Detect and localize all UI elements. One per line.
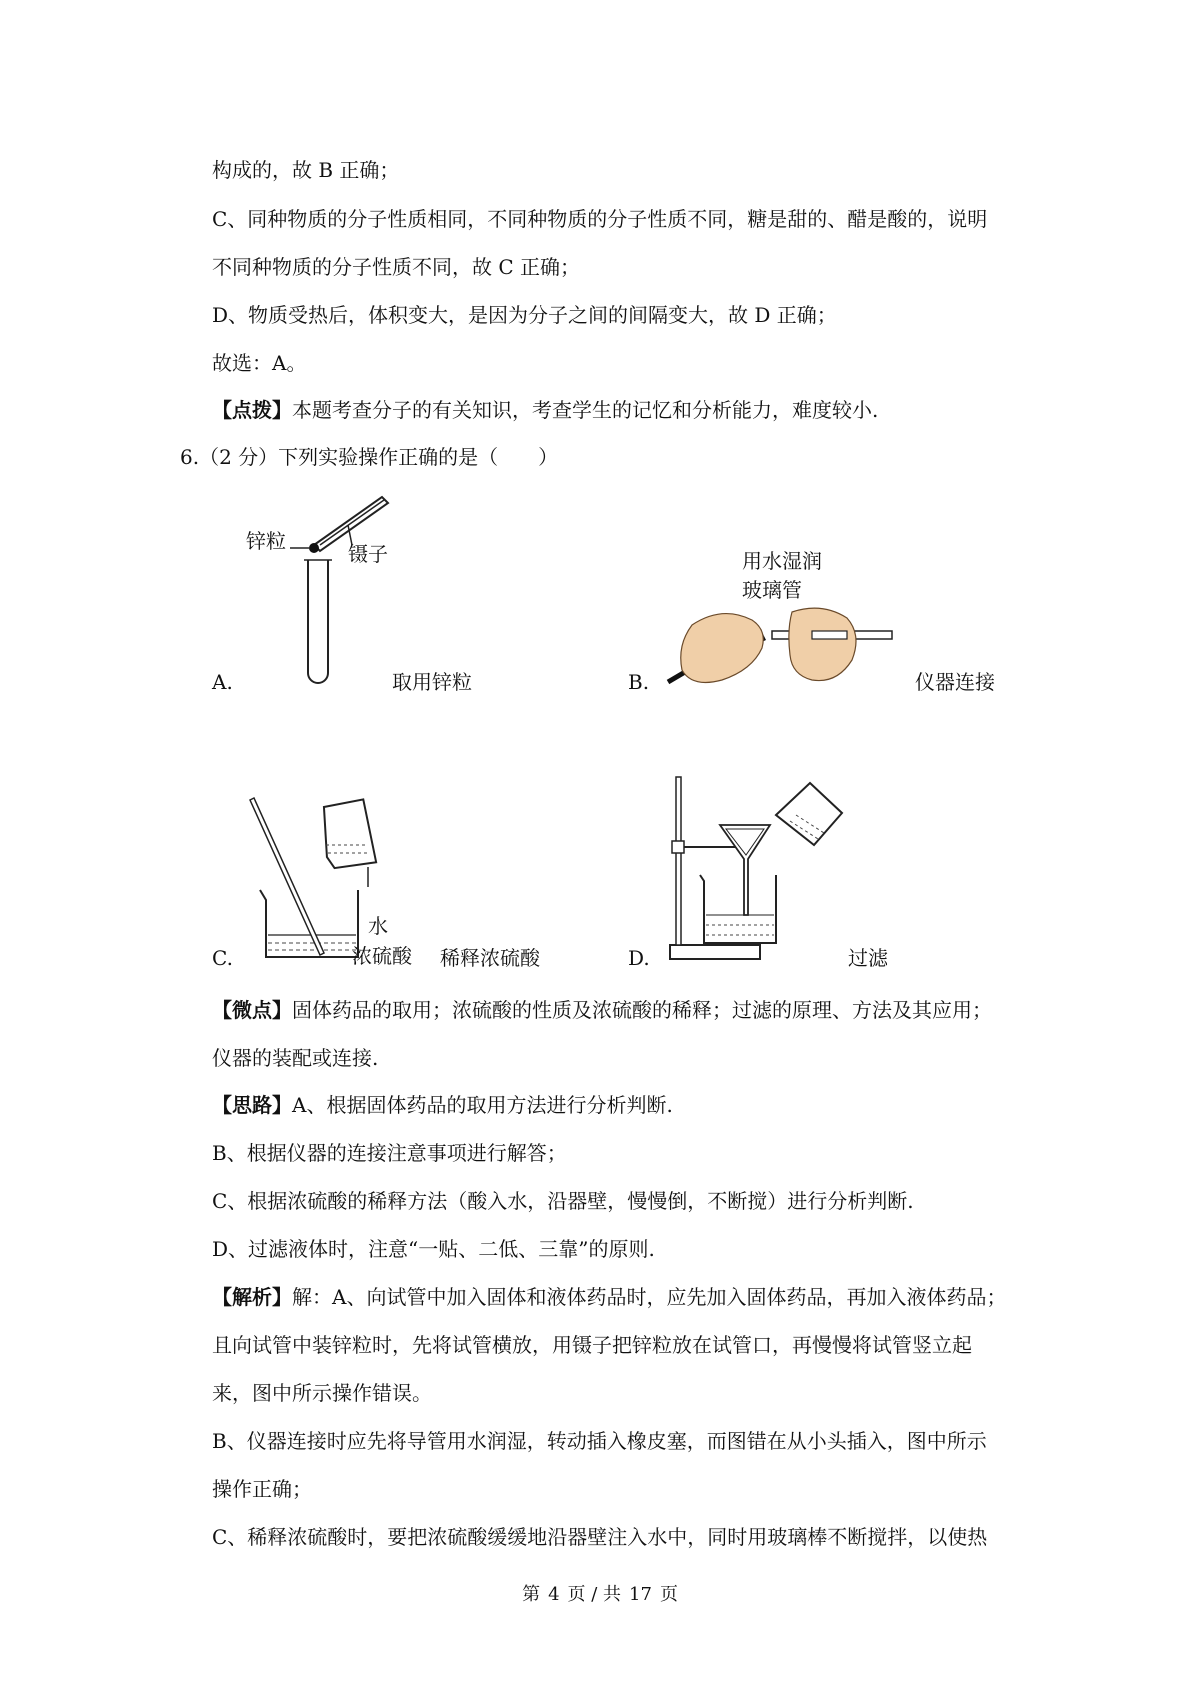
fig-label-zinc: 锌粒	[246, 529, 286, 553]
text-line: 且向试管中装锌粒时，先将试管横放，用镊子把锌粒放在试管口，再慢慢将试管竖立起	[212, 1333, 972, 1357]
stand-rod-icon	[676, 777, 681, 945]
zinc-granule-icon	[309, 543, 319, 553]
jiexi-text: 解：A、向试管中加入固体和液体药品时，应先加入固体药品，再加入液体药品；	[292, 1285, 1007, 1309]
text-line: 构成的，故 B 正确；	[212, 158, 400, 182]
tag-weidian: 【微点】	[212, 998, 292, 1022]
text-line: B、仪器连接时应先将导管用水润湿，转动插入橡皮塞，而图错在从小头插入，图中所示	[212, 1429, 987, 1453]
fig-label-water: 水	[368, 914, 388, 938]
page-number: 4	[548, 1584, 560, 1605]
option-a-label: A.	[212, 670, 233, 694]
option-c-label: C.	[212, 946, 233, 970]
text-line: 故选：A。	[212, 351, 307, 375]
text-line: B、根据仪器的连接注意事项进行解答；	[212, 1141, 567, 1165]
right-hand-icon	[789, 608, 856, 680]
silu-text: A、根据固体药品的取用方法进行分析判断.	[292, 1093, 673, 1117]
glass-rod-icon	[250, 798, 324, 955]
text-line	[212, 1284, 1006, 1310]
option-c-caption: 稀释浓硫酸	[440, 946, 540, 970]
text-line: 仪器的装配或连接.	[212, 1046, 379, 1070]
tag-jiexi: 【解析】	[212, 1285, 292, 1309]
option-b-caption: 仪器连接	[915, 670, 995, 694]
fig-label-glass-tube: 玻璃管	[742, 578, 802, 602]
text-line: D、过滤液体时，注意“一贴、二低、三靠”的原则.	[212, 1237, 655, 1261]
option-d-caption: 过滤	[848, 946, 888, 970]
text-line: C、同种物质的分子性质相同，不同种物质的分子性质不同，糖是甜的、醋是酸的，说明	[212, 207, 988, 231]
text-line	[212, 997, 992, 1023]
footer-prefix: 第	[522, 1584, 541, 1605]
option-b-label: B.	[628, 670, 650, 694]
fig-label-conc-acid: 浓硫酸	[352, 944, 412, 968]
figure-hands-connecting	[662, 600, 902, 690]
funnel-icon	[720, 825, 770, 915]
text-line: C、稀释浓硫酸时，要把浓硫酸缓缓地沿器壁注入水中，同时用玻璃棒不断搅拌，以使热	[212, 1525, 988, 1549]
fig-label-tweezers: 镊子	[348, 542, 388, 566]
weidian-text: 固体药品的取用；浓硫酸的性质及浓硫酸的稀释；过滤的原理、方法及其应用；	[292, 998, 992, 1022]
figure-filtration	[660, 775, 860, 965]
left-hand-icon	[681, 614, 764, 683]
text-line	[212, 1092, 673, 1118]
text-line: C、根据浓硫酸的稀释方法（酸入水，沿器壁，慢慢倒，不断搅）进行分析判断.	[212, 1189, 914, 1213]
tag-silu: 【思路】	[212, 1093, 292, 1117]
text-line: 不同种物质的分子性质不同，故 C 正确；	[212, 255, 581, 279]
footer-suffix: 页	[659, 1584, 678, 1605]
text-line: 来，图中所示操作错误。	[212, 1381, 432, 1405]
text-line	[212, 397, 878, 423]
footer-mid: 页 / 共	[567, 1584, 622, 1605]
option-a-caption: 取用锌粒	[392, 670, 472, 694]
text-line: 操作正确；	[212, 1477, 312, 1501]
dianbo-text: 本题考查分子的有关知识，考查学生的记忆和分析能力，难度较小.	[292, 398, 879, 422]
option-d-label: D.	[628, 946, 650, 970]
fig-label-wet: 用水湿润	[742, 549, 822, 573]
page-footer	[0, 1583, 1200, 1607]
page-total: 17	[629, 1584, 652, 1605]
tag-dianbo: 【点拨】	[212, 398, 292, 422]
text-line: D、物质受热后，体积变大，是因为分子之间的间隔变大，故 D 正确；	[212, 303, 837, 327]
question-6: 6.（2 分）下列实验操作正确的是（ ）	[180, 445, 559, 469]
